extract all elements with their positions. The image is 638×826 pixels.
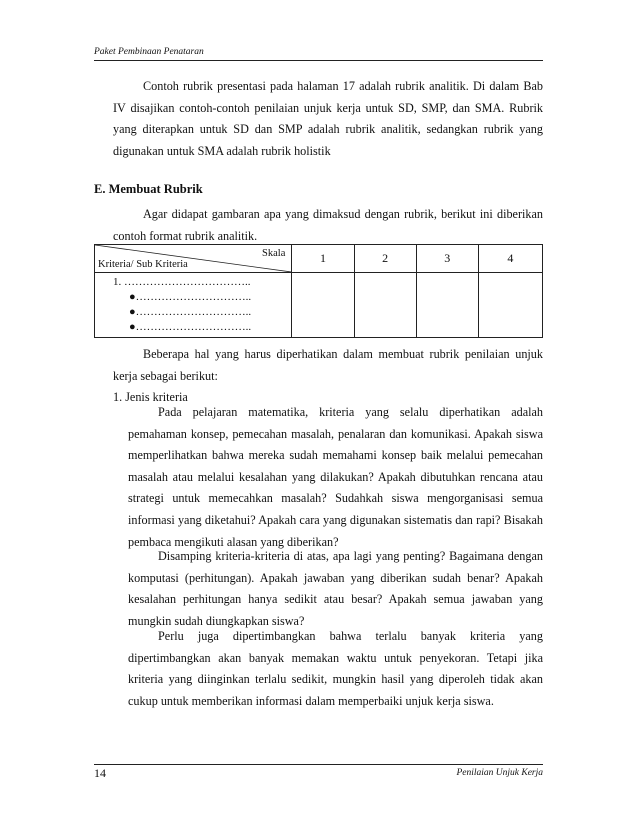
rubric-format-table [94, 244, 543, 338]
paragraph-text: Disamping kriteria-kriteria di atas, apa lagi yang penting? Bagaimana dengan komputasi (perhitungan). Apakah jawaban yang diberikan sudah benar? Apakah kesalahan perhitungan hanya sedikit atau besar? Apakah semua jawaban yang mungkin sudah diungkapkan siswa? [128, 549, 543, 628]
paragraph-text: Perlu juga dipertimbangkan bahwa terlalu banyak kriteria yang dipertimbangkan akan banyak memakan waktu untuk penyekoran. Tetapi jika kriteria yang diinginkan terlalu sedikit, mungkin hasil yang diperoleh tidak akan cukup untuk memberikan informasi dalam memperbaiki unjuk kerja siswa. [128, 629, 543, 708]
paragraph-text: Contoh rubrik presentasi pada halaman 17 adalah rubrik analitik. Di dalam Bab IV disajikan contoh-contoh penilaian unjuk kerja untuk SD, SMP, dan SMA. Rubrik yang diterapkan untuk SD dan SMP adalah rubrik analitik, sedangkan rubrik yang digunakan untuk SMA adalah rubrik holistik [113, 79, 543, 158]
rubric-header-diagonal-cell [95, 245, 292, 273]
skala-label: Skala [262, 248, 286, 259]
header-rule [94, 60, 543, 61]
score-cell [478, 273, 542, 338]
scale-value-1: 1 [292, 245, 354, 273]
criteria-item: 1. …………………………….. [113, 276, 251, 288]
page-number: 14 [94, 766, 106, 780]
score-cell [354, 273, 416, 338]
paragraph-text: Pada pelajaran matematika, kriteria yang selalu diperhatikan adalah pemahaman konsep, pemecahan masalah, penalaran dan komunikasi. Apakah siswa memperlihatkan bahwa mereka sudah memahami konsep baik melalui pemecahan masalah atau melalui kesalahan yang dilakukan? Apakah dibutuhkan rencana atau strategi untuk memecahkan masalah? Sudahkah siswa mengorganisasi semua informasi yang diketahui? Apakah cara yang digunakan sistematis dan rapi? Bisakah pembaca mengikuti alasan yang diberikan? [128, 405, 543, 549]
paragraph-considerations [113, 344, 543, 409]
paragraph-rubrik-intro [113, 76, 543, 162]
paragraph-komputasi [128, 546, 543, 632]
score-cell [292, 273, 354, 338]
scale-value-3: 3 [416, 245, 478, 273]
sub-criteria-item: ●………………………….. [129, 321, 252, 333]
paragraph-text: Beberapa hal yang harus diperhatikan dalam membuat rubrik penilaian unjuk kerja sebagai berikut: [113, 347, 543, 383]
scale-value-4: 4 [478, 245, 542, 273]
list-item-jenis-kriteria: 1. Jenis kriteria [113, 390, 188, 405]
rubric-body-row [95, 273, 543, 338]
scale-value-2: 2 [354, 245, 416, 273]
criteria-list-cell [95, 273, 292, 338]
paragraph-format-intro [113, 204, 543, 247]
paragraph-text: Agar didapat gambaran apa yang dimaksud dengan rubrik, berikut ini diberikan contoh format rubrik analitik. [113, 207, 543, 243]
paragraph-jenis-kriteria [128, 402, 543, 553]
section-title-membuat-rubrik: E. Membuat Rubrik [94, 182, 203, 196]
sub-criteria-item: ●………………………….. [129, 291, 252, 303]
running-header: Paket Pembinaan Penataran [94, 47, 204, 57]
running-footer: Penilaian Unjuk Kerja [456, 768, 543, 778]
footer-rule [94, 764, 543, 765]
sub-criteria-item: ●………………………….. [129, 306, 252, 318]
paragraph-jumlah-kriteria [128, 626, 543, 712]
kriteria-label: Kriteria/ Sub Kriteria [98, 259, 188, 270]
rubric-header-row [95, 245, 543, 273]
score-cell [416, 273, 478, 338]
